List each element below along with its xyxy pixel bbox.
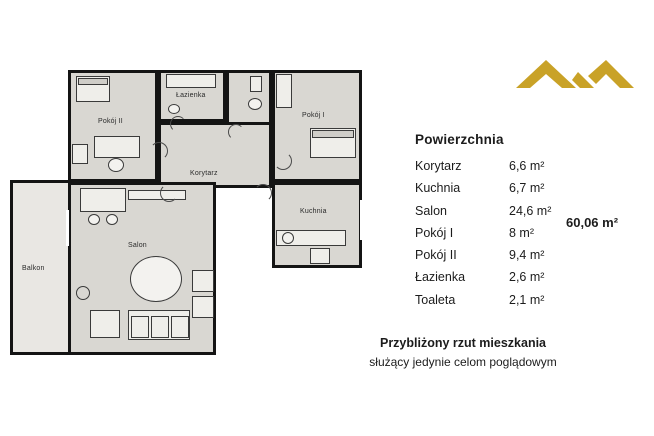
furniture-dining-table <box>80 188 126 212</box>
room-korytarz <box>158 122 272 188</box>
furniture-stove <box>310 248 330 264</box>
caption-sub: służący jedynie celom poglądowym <box>369 355 557 369</box>
room-label-pokoj-1: Pokój I <box>302 112 325 119</box>
furniture-sink <box>168 104 180 114</box>
area-name: Łazienka <box>415 270 466 285</box>
area-name: Kuchnia <box>415 181 461 196</box>
area-name: Toaleta <box>415 292 456 307</box>
furniture-wardrobe <box>276 74 292 108</box>
furniture-sofa-seat-2 <box>151 316 169 338</box>
area-row <box>415 160 641 174</box>
area-value: 2,1 m² <box>509 292 545 307</box>
area-value: 6,6 m² <box>509 159 545 173</box>
total-area: 60,06 m² <box>566 215 619 230</box>
area-value: 6,7 m² <box>509 181 545 196</box>
caption-main: Przybliżony rzut mieszkania <box>379 336 547 350</box>
window-pokoj1 <box>288 68 346 70</box>
area-row <box>415 271 641 285</box>
furniture-rug <box>130 256 182 302</box>
furniture-sofa-seat-1 <box>131 316 149 338</box>
area-row <box>415 182 641 196</box>
furniture-shelf <box>192 296 214 318</box>
area-value: 24,6 m² <box>509 203 552 218</box>
furniture-toilet <box>250 76 262 92</box>
furniture-pillow-2 <box>312 130 354 138</box>
furniture-plant <box>76 286 90 300</box>
furniture-dining-chair-1 <box>88 214 100 225</box>
plan-caption <box>303 336 623 369</box>
room-label-korytarz: Korytarz <box>190 170 218 177</box>
furniture-kitchen-sink <box>282 232 294 244</box>
furniture-desk <box>94 136 140 158</box>
door-salon <box>160 184 178 202</box>
furniture-sofa-seat-3 <box>171 316 189 338</box>
furniture-pillow <box>78 78 108 85</box>
window-kuchnia <box>360 200 362 240</box>
area-name: Salon <box>415 203 447 218</box>
door-pokoj2 <box>150 142 168 160</box>
door-pokoj1 <box>274 152 292 170</box>
furniture-wc-sink <box>248 98 262 110</box>
roof-logo <box>516 58 634 100</box>
door-lazienka <box>170 116 186 132</box>
door-kuchnia <box>254 184 272 202</box>
furniture-side-table <box>192 270 214 292</box>
room-label-kuchnia: Kuchnia <box>300 208 327 215</box>
furniture-dining-chair-2 <box>106 214 118 225</box>
area-value: 8 m² <box>509 225 534 240</box>
furniture-cabinet <box>72 144 88 164</box>
room-label-lazienka: Łazienka <box>176 92 206 99</box>
area-summary-title: Powierzchnia <box>415 132 504 147</box>
furniture-chair <box>108 158 124 172</box>
area-name: Pokój II <box>415 248 457 262</box>
area-name: Pokój I <box>415 225 454 240</box>
area-value: 2,6 m² <box>509 270 545 285</box>
area-value: 9,4 m² <box>509 248 545 262</box>
door-toaleta <box>228 124 244 140</box>
area-row <box>415 249 641 263</box>
window-pokoj2 <box>84 68 140 70</box>
area-row <box>415 294 641 308</box>
balcony-door <box>66 210 69 246</box>
room-label-salon: Salon <box>128 242 147 249</box>
room-label-pokoj-2: Pokój II <box>98 118 123 125</box>
furniture-bathtub <box>166 74 216 88</box>
furniture-armchair <box>90 310 120 338</box>
room-label-balkon: Balkon <box>22 265 45 272</box>
area-name: Korytarz <box>415 159 462 173</box>
